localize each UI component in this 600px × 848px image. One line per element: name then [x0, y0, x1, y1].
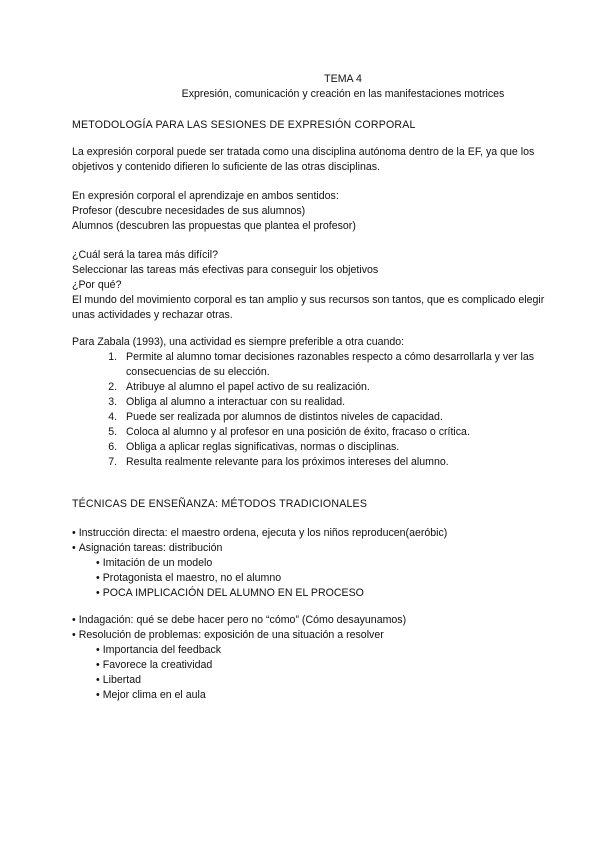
list-item: • Libertad — [96, 673, 550, 688]
topic-subtitle: Expresión, comunicación y creación en las manifestaciones motrices — [181, 88, 505, 100]
questions-block — [72, 248, 550, 323]
list-item: 5. Coloca al alumno y al profesor en una posición de éxito, fracaso o crítica. — [120, 425, 550, 440]
list-item — [72, 613, 550, 628]
question-1: ¿Cuál será la tarea más difícil? — [72, 249, 219, 261]
list-item: • Importancia del feedback — [96, 643, 550, 658]
list-item: • POCA IMPLICACIÓN DEL ALUMNO EN EL PROCESO — [96, 586, 550, 601]
topic-number: TEMA 4 — [324, 73, 362, 85]
section-2-title: TÉCNICAS DE ENSEÑANZA: MÉTODOS TRADICIONALES — [72, 498, 368, 510]
methods-block-2 — [72, 613, 550, 703]
zabala-block — [72, 335, 550, 470]
list-item: 3. Obliga al alumno a interactuar con su realidad. — [120, 395, 550, 410]
list-item — [72, 526, 550, 541]
list-item: 7. Resulta realmente relevante para los próximos intereses del alumno. — [120, 455, 550, 470]
list-item: 6. Obliga a aplicar reglas significativas, normas o disciplinas. — [120, 440, 550, 455]
learning-intro: En expresión corporal el aprendizaje en ambos sentidos: — [72, 190, 339, 202]
list-item: 2. Atribuye al alumno el papel activo de su realización. — [120, 380, 550, 395]
list-item: 4. Puede ser realizada por alumnos de distintos niveles de capacidad. — [120, 410, 550, 425]
list-item: 1. Permite al alumno tomar decisiones razonables respecto a cómo desarrollarla y ver las consecuencias de su elección. — [120, 350, 550, 380]
methods-list — [72, 613, 550, 703]
problem-solving-sublist — [72, 643, 550, 703]
list-item — [72, 541, 550, 601]
method-task-assignment: Asignación tareas: distribución — [78, 542, 223, 554]
list-item: • Favorece la creatividad — [96, 658, 550, 673]
task-assignment-sublist — [72, 556, 550, 601]
answer-1: Seleccionar las tareas más efectivas para conseguir los objetivos — [72, 264, 379, 276]
question-2: ¿Por qué? — [72, 279, 122, 291]
method-problem-solving: Resolución de problemas: exposición de una situación a resolver — [78, 629, 384, 641]
answer-2: El mundo del movimiento corporal es tan amplio y sus recursos son tantos, que es complicado elegir unas actividades y rechazar otras. — [72, 294, 545, 321]
method-direct-instruction: Instrucción directa: el maestro ordena, ejecuta y los niños reproducen(aeróbic) — [78, 527, 448, 539]
list-item: • Imitación de un modelo — [96, 556, 550, 571]
document-header — [0, 72, 600, 102]
learning-block — [72, 189, 550, 234]
learning-students: Alumnos (descubren las propuestas que plantea el profesor) — [72, 220, 356, 232]
zabala-intro: Para Zabala (1993), una actividad es siempre preferible a otra cuando: — [72, 336, 405, 348]
zabala-list — [72, 350, 550, 470]
method-inquiry: Indagación: qué se debe hacer pero no “cómo” (Cómo desayunamos) — [78, 614, 407, 626]
list-item: • Mejor clima en el aula — [96, 688, 550, 703]
methods-block-1 — [72, 526, 550, 601]
list-item — [72, 628, 550, 703]
section-1-title: METODOLOGÍA PARA LAS SESIONES DE EXPRESIÓN CORPORAL — [72, 119, 416, 131]
intro-paragraph: La expresión corporal puede ser tratada como una disciplina autónoma dentro de la EF, ya que los objetivos y contenido difieren lo suficiente de las otras disciplinas. — [72, 146, 535, 173]
learning-teacher: Profesor (descubre necesidades de sus alumnos) — [72, 205, 306, 217]
methods-list — [72, 526, 550, 601]
list-item: • Protagonista el maestro, no el alumno — [96, 571, 550, 586]
